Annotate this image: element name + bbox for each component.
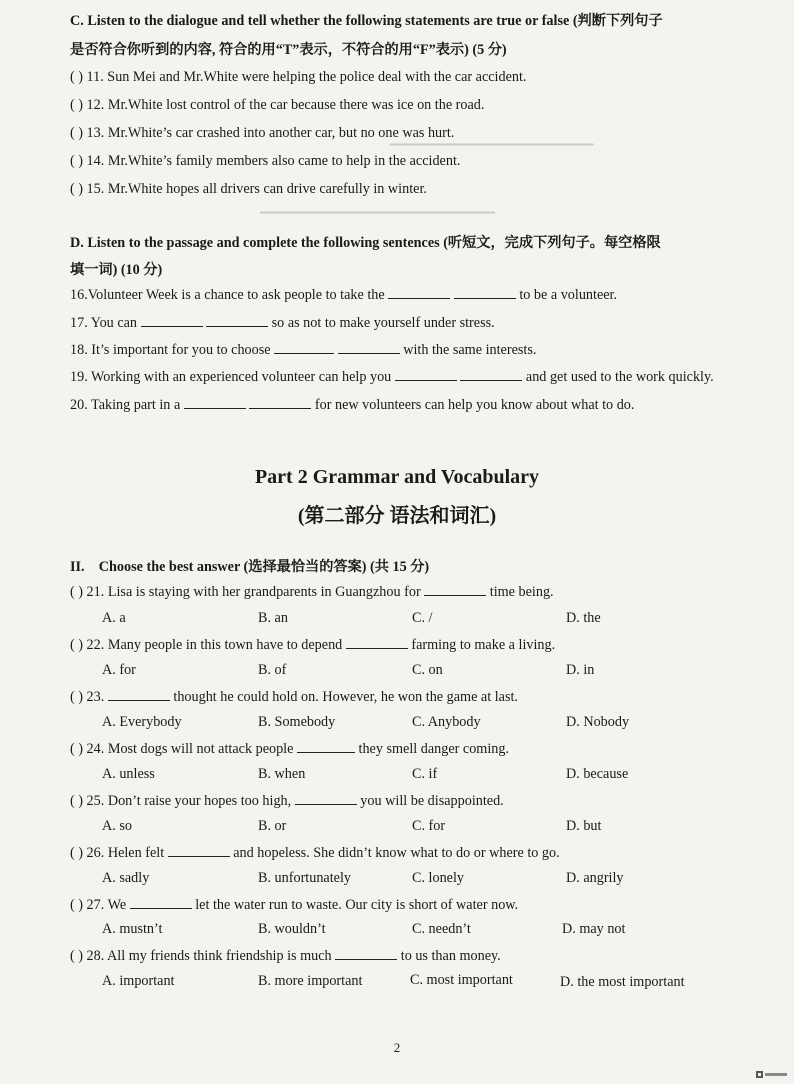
option-c[interactable]: C. most important: [410, 972, 513, 988]
stem-text: ( ) 22. Many people in this town have to depend: [70, 637, 343, 653]
page-number: 2: [393, 1040, 401, 1055]
answer-blank[interactable]: [424, 582, 486, 596]
question-stem: [70, 582, 554, 601]
fill-in-sentence: [70, 313, 495, 332]
answer-blank[interactable]: [249, 395, 311, 409]
answer-blank[interactable]: [274, 340, 334, 354]
stem-text: ( ) 21. Lisa is staying with her grandparents in Guangzhou for: [70, 584, 421, 600]
question-stem: [70, 895, 518, 914]
option-a[interactable]: A. for: [102, 662, 136, 678]
sentence-text: so as not to make yourself under stress.: [271, 315, 495, 331]
option-a[interactable]: A. Everybody: [102, 714, 182, 730]
answer-blank[interactable]: [206, 313, 268, 327]
stem-text: you will be disappointed.: [360, 793, 504, 809]
option-d[interactable]: D. angrily: [566, 870, 624, 886]
sentence-text: with the same interests.: [403, 342, 537, 358]
option-d[interactable]: D. because: [566, 766, 629, 782]
answer-blank[interactable]: [346, 635, 408, 649]
option-d[interactable]: D. Nobody: [566, 714, 630, 730]
option-b[interactable]: B. more important: [258, 973, 363, 989]
fill-in-sentence: [70, 340, 536, 359]
option-b[interactable]: B. unfortunately: [258, 870, 351, 886]
answer-blank[interactable]: [388, 285, 450, 299]
bleed-through-text: ━━━━━━━━━━━━━━━━━━━━━━━━━━: [390, 137, 594, 152]
answer-blank[interactable]: [460, 367, 522, 381]
option-c[interactable]: C. lonely: [412, 870, 465, 886]
option-a[interactable]: A. unless: [102, 766, 155, 782]
option-d[interactable]: D. may not: [562, 921, 626, 937]
section-c-header-line2: 是否符合你听到的内容, 符合的用“T”表示，不符合的用“F”表示) (5 分): [70, 42, 507, 58]
option-b[interactable]: B. or: [258, 818, 287, 834]
part-title: Part 2 Grammar and Vocabulary: [254, 466, 540, 488]
stem-text: and hopeless. She didn’t know what to do or where to go.: [233, 845, 560, 861]
sentence-text: 19. Working with an experienced volunteer can help you: [70, 369, 392, 385]
answer-blank[interactable]: [335, 946, 397, 960]
question-stem: [70, 687, 518, 706]
option-c[interactable]: C. Anybody: [412, 714, 481, 730]
option-a[interactable]: A. so: [102, 818, 132, 834]
stem-text: ( ) 25. Don’t raise your hopes too high,: [70, 793, 292, 809]
answer-blank[interactable]: [297, 739, 355, 753]
stem-text: time being.: [489, 584, 554, 600]
section-c-item: ( ) 11. Sun Mei and Mr.White were helping the police deal with the car accident.: [70, 69, 527, 85]
section-number: II.: [70, 559, 85, 575]
section-c-item: ( ) 15. Mr.White hopes all drivers can drive carefully in winter.: [70, 181, 427, 197]
stem-text: ( ) 26. Helen felt: [70, 845, 165, 861]
watermark-logo: [756, 1066, 788, 1074]
stem-text: let the water run to waste. Our city is short of water now.: [195, 897, 519, 913]
stem-text: ( ) 23.: [70, 689, 105, 705]
section-c-item: ( ) 13. Mr.White’s car crashed into another car, but no one was hurt.: [70, 125, 455, 141]
stem-text: ( ) 28. All my friends think friendship is much: [70, 948, 332, 964]
answer-blank[interactable]: [295, 791, 357, 805]
option-d[interactable]: D. in: [566, 662, 595, 678]
stem-text: farming to make a living.: [411, 637, 556, 653]
option-d[interactable]: D. the: [566, 610, 601, 626]
answer-blank[interactable]: [395, 367, 457, 381]
section-c-header-line1: C. Listen to the dialogue and tell whether the following statements are true or false (判断下列句子: [70, 13, 663, 29]
question-stem: [70, 843, 560, 862]
answer-blank[interactable]: [338, 340, 400, 354]
option-b[interactable]: B. when: [258, 766, 306, 782]
option-c[interactable]: C. if: [412, 766, 438, 782]
stem-text: ( ) 24. Most dogs will not attack people: [70, 741, 294, 757]
option-a[interactable]: A. sadly: [102, 870, 150, 886]
section-d-header-line1: D. Listen to the passage and complete the following sentences (听短文，完成下列句子。每空格限: [70, 235, 661, 251]
stem-text: they smell danger coming.: [358, 741, 510, 757]
fill-in-sentence: [70, 367, 714, 386]
option-b[interactable]: B. of: [258, 662, 287, 678]
answer-blank[interactable]: [130, 895, 192, 909]
fill-in-sentence: [70, 285, 617, 304]
answer-blank[interactable]: [454, 285, 516, 299]
answer-blank[interactable]: [184, 395, 246, 409]
question-stem: [70, 635, 555, 654]
option-b[interactable]: B. Somebody: [258, 714, 336, 730]
part-subtitle: (第二部分 语法和词汇): [297, 505, 497, 527]
answer-blank[interactable]: [108, 687, 170, 701]
option-d[interactable]: D. the most important: [560, 974, 685, 990]
sentence-text: and get used to the work quickly.: [525, 369, 714, 385]
sentence-text: 18. It’s important for you to choose: [70, 342, 271, 358]
sentence-text: 20. Taking part in a: [70, 397, 181, 413]
option-a[interactable]: A. mustn’t: [102, 921, 163, 937]
sentence-text: to be a volunteer.: [519, 287, 618, 303]
option-a[interactable]: A. a: [102, 610, 126, 626]
sentence-text: 16.Volunteer Week is a chance to ask people to take the: [70, 287, 385, 303]
stem-text: to us than money.: [400, 948, 501, 964]
section-c-item: ( ) 12. Mr.White lost control of the car because there was ice on the road.: [70, 97, 485, 113]
question-stem: [70, 946, 501, 965]
section-ii-header: [70, 558, 429, 576]
section-instruction: Choose the best answer (选择最恰当的答案) (共 15 分): [98, 559, 430, 575]
option-c[interactable]: C. on: [412, 662, 443, 678]
section-c-item: ( ) 14. Mr.White’s family members also came to help in the accident.: [70, 153, 461, 169]
bleed-through-text: ━━━━━━━━━━━━━━━━━━━━━━━━━━━━━━: [260, 205, 495, 220]
question-stem: [70, 739, 509, 758]
option-b[interactable]: B. wouldn’t: [258, 921, 326, 937]
option-b[interactable]: B. an: [258, 610, 288, 626]
answer-blank[interactable]: [168, 843, 230, 857]
option-c[interactable]: C. /: [412, 610, 433, 626]
option-c[interactable]: C. for: [412, 818, 446, 834]
fill-in-sentence: [70, 395, 634, 414]
option-a[interactable]: A. important: [102, 973, 175, 989]
sentence-text: for new volunteers can help you know about what to do.: [314, 397, 635, 413]
sentence-text: 17. You can: [70, 315, 138, 331]
option-d[interactable]: D. but: [566, 818, 602, 834]
answer-blank[interactable]: [141, 313, 203, 327]
option-c[interactable]: C. needn’t: [412, 921, 471, 937]
section-d-header-line2: 填一词) (10 分): [70, 262, 163, 278]
question-stem: [70, 791, 504, 810]
stem-text: ( ) 27. We: [70, 897, 127, 913]
stem-text: thought he could hold on. However, he won the game at last.: [173, 689, 518, 705]
